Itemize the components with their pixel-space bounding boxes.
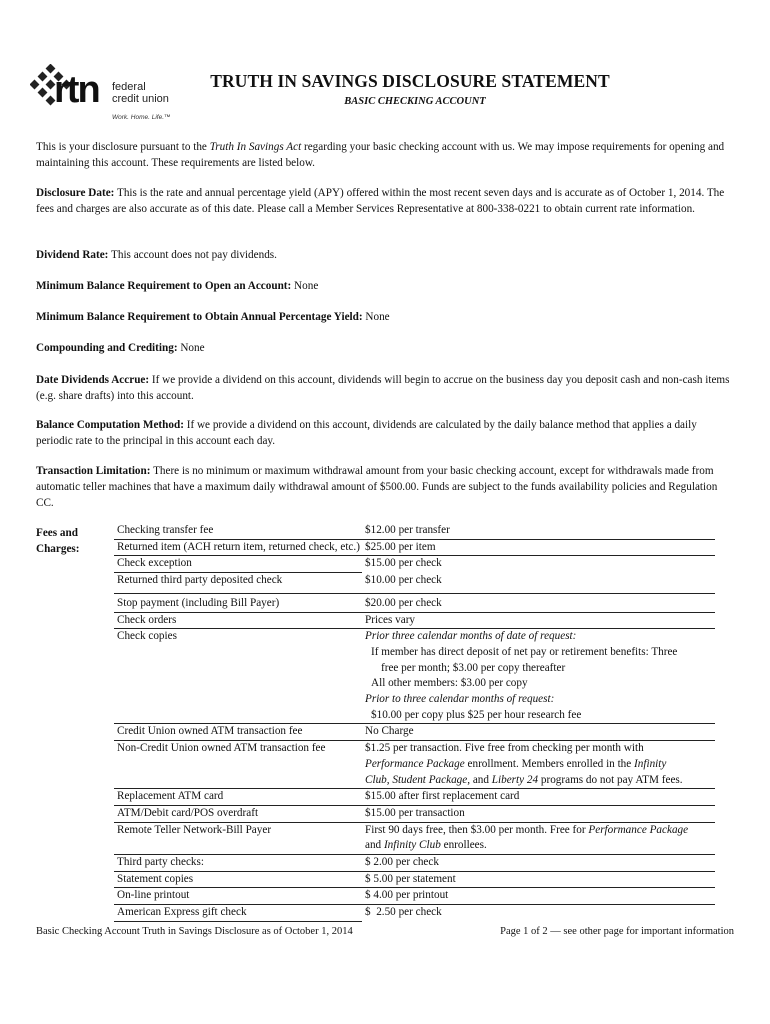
fee-item: Replacement ATM card	[114, 789, 362, 806]
fee-charge: $ 2.50 per check	[365, 906, 442, 919]
table-row	[114, 741, 715, 789]
table-row	[114, 888, 715, 905]
balance-computation-section: Balance Computation Method: If we provide a dividend on this account, dividends are calculated by the daily balance method that applies a daily periodic rate to the principal in this account each day.	[36, 419, 697, 447]
fee-charge: $ 5.00 per statement	[362, 871, 715, 888]
fee-item: Check orders	[114, 612, 362, 629]
fee-item: Check copies	[114, 629, 362, 724]
fee-charge: $1.25 per transaction. Five free from checking per month with Performance Package enrollment. Members enrolled in the Infinity Club, Student Package, and Liberty 24 programs do not pay ATM fees.	[362, 741, 715, 789]
fee-charge: $12.00 per transfer	[362, 523, 715, 539]
fee-item: American Express gift check	[114, 905, 362, 922]
footer-page-info: Page 1 of 2 — see other page for important information	[500, 926, 734, 937]
fee-item: Credit Union owned ATM transaction fee	[114, 724, 362, 741]
fee-item: ATM/Debit card/POS overdraft	[114, 805, 362, 822]
fee-charge: $ 2.00 per check	[362, 855, 715, 872]
fee-charge: $15.00 after first replacement card	[362, 789, 715, 806]
table-row	[114, 855, 715, 872]
fee-item: Remote Teller Network-Bill Payer	[114, 822, 362, 854]
table-row	[114, 539, 715, 556]
intro-paragraph: This is your disclosure pursuant to the Truth In Savings Act regarding your basic checking account with us. We may impose requirements for opening and maintaining this account. These requirements are listed below.	[36, 141, 725, 169]
table-row	[114, 573, 715, 594]
fees-table	[114, 523, 715, 922]
dividend-rate-section: Dividend Rate: This account does not pay dividends.	[36, 249, 277, 261]
table-row	[114, 724, 715, 741]
fee-item: Stop payment (including Bill Payer)	[114, 593, 362, 612]
rtn-logo	[30, 64, 180, 124]
fee-charge: $15.00 per transaction	[362, 805, 715, 822]
min-balance-apy-section: Minimum Balance Requirement to Obtain Annual Percentage Yield: None	[36, 311, 390, 323]
table-row	[114, 593, 715, 612]
fee-item: Returned third party deposited check	[114, 573, 362, 594]
fee-charge: Prior three calendar months of date of request: If member has direct deposit of net pay or retirement benefits: Three free per month; $3.00 per copy thereafter All other members: $3.00 per copy Prior to three calendar months of request: $10.00 per copy plus $25 per hour research fee	[362, 629, 715, 724]
transaction-limitation-section: Transaction Limitation: There is no minimum or maximum withdrawal amount from your basic checking account, except for withdrawals made from automatic teller machines that have a maximum daily withdrawal amount of $500.00. Funds are subject to the funds availability policies and Regulation CC.	[36, 465, 718, 509]
logo-tagline: Work. Home. Life.™	[112, 114, 171, 121]
fee-item: Returned item (ACH return item, returned check, etc.)	[114, 539, 362, 556]
logo-line1: federal	[112, 81, 146, 93]
fee-charge: $10.00 per check	[362, 573, 715, 594]
fee-item: Check exception	[114, 556, 362, 573]
table-row	[114, 822, 715, 854]
table-row	[114, 612, 715, 629]
table-row	[114, 805, 715, 822]
footer-left: Basic Checking Account Truth in Savings Disclosure as of October 1, 2014	[36, 926, 353, 937]
fee-item: On-line printout	[114, 888, 362, 905]
disclosure-date-section: Disclosure Date: This is the rate and annual percentage yield (APY) offered within the most recent seven days and is accurate as of October 1, 2014. The fees and charges are also accurate as of this date. Please call a Member Services Representative at 800-338-0221 to obtain current rate information.	[36, 187, 725, 215]
table-row	[114, 789, 715, 806]
table-row	[114, 523, 715, 539]
fee-charge: $25.00 per item	[362, 539, 715, 556]
fees-label: Fees and Charges:	[36, 527, 80, 555]
fee-charge: No Charge	[362, 724, 715, 741]
fee-item: Statement copies	[114, 871, 362, 888]
logo-line2: credit union	[112, 93, 169, 105]
table-row	[114, 871, 715, 888]
min-balance-open-section: Minimum Balance Requirement to Open an Account: None	[36, 280, 319, 292]
logo-brand: rtn	[54, 69, 99, 111]
table-row	[114, 556, 715, 573]
fee-item: Checking transfer fee	[114, 523, 362, 539]
page-subtitle: BASIC CHECKING ACCOUNT	[344, 96, 486, 107]
fee-charge: $15.00 per check	[365, 557, 442, 570]
table-row	[114, 629, 715, 724]
fee-charge: Prices vary	[362, 612, 715, 629]
dividends-accrue-section: Date Dividends Accrue: If we provide a dividend on this account, dividends will begin to accrue on the business day you deposit cash and non-cash items (e.g. share drafts) into this account.	[36, 374, 730, 402]
fee-item: Third party checks:	[114, 855, 362, 872]
page-title: TRUTH IN SAVINGS DISCLOSURE STATEMENT	[210, 71, 610, 91]
fee-charge: First 90 days free, then $3.00 per month. Free for Performance Package and Infinity Club enrollees.	[362, 822, 715, 854]
fee-charge: $20.00 per check	[362, 593, 715, 612]
table-row	[114, 905, 715, 922]
fee-charge: $ 4.00 per printout	[362, 888, 715, 905]
compounding-section: Compounding and Crediting: None	[36, 342, 205, 354]
fee-item: Non-Credit Union owned ATM transaction fee	[114, 741, 362, 789]
